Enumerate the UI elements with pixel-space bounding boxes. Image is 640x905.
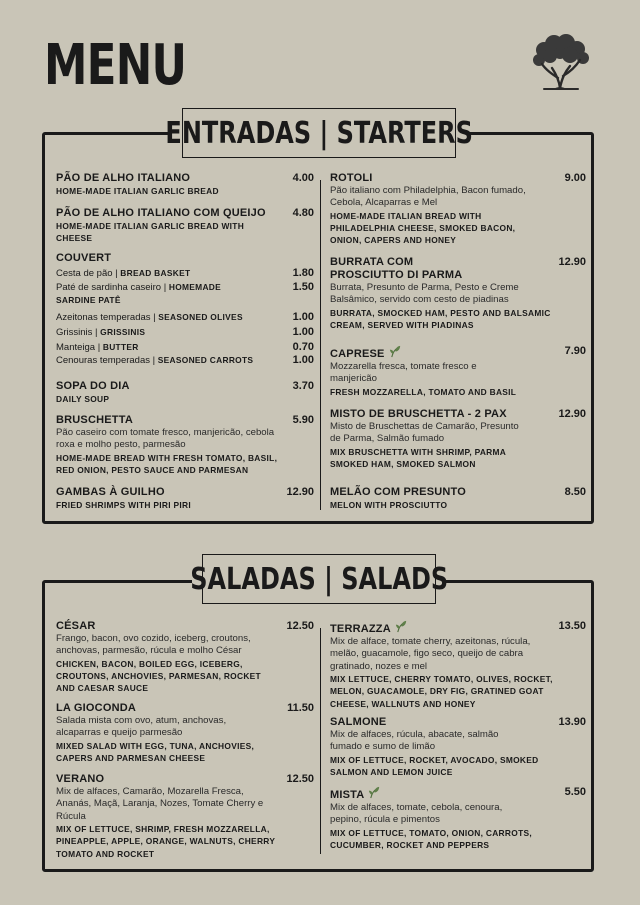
couvert-item-price: 1.50: [292, 281, 314, 293]
salads-divider: [320, 628, 321, 854]
item-name: GAMBAS À GUILHO: [56, 486, 165, 498]
menu-item: [56, 172, 314, 197]
item-name: ROTOLI: [330, 172, 373, 184]
item-name: SALMONE: [330, 716, 387, 728]
couvert-item-price: 1.80: [292, 267, 314, 279]
couvert-item-pt: Cenouras temperadas: [56, 355, 150, 366]
item-price: 9.00: [564, 172, 586, 184]
item-description-pt: Mix de alfaces, rúcula, abacate, salmão fumado e sumo de limão: [330, 729, 499, 753]
item-description-pt: Burrata, Presunto de Parma, Pesto e Creme Balsâmico, servido com cesto de piadinas: [330, 282, 519, 306]
starters-heading: [165, 108, 473, 158]
item-description-en: HOME-MADE BREAD WITH FRESH TOMATO, BASIL, RED ONION, PESTO SAUCE AND PARMESAN: [56, 452, 278, 476]
menu-item: [56, 620, 314, 694]
item-name: CAPRESE: [330, 348, 385, 360]
item-name: CÉSAR: [56, 620, 96, 632]
item-name: PÃO DE ALHO ITALIANO: [56, 172, 191, 184]
couvert-item-pt: Paté de sardinha caseiro: [56, 282, 162, 293]
couvert-item-price: 1.00: [292, 354, 314, 366]
item-name: MISTO DE BRUSCHETTA - 2 PAX: [330, 408, 507, 420]
couvert-section: [56, 252, 314, 367]
couvert-item-pt: Manteiga: [56, 342, 96, 353]
menu-item: [56, 486, 314, 511]
menu-title: MENU: [44, 33, 187, 98]
menu-item: [56, 207, 314, 244]
item-description-en: HOME-MADE ITALIAN GARLIC BREAD WITH CHEESE: [56, 221, 245, 244]
menu-item: [330, 716, 586, 778]
item-name: COUVERT: [56, 252, 112, 264]
item-description-en: FRESH MOZZARELLA, TOMATO AND BASIL: [330, 386, 517, 397]
leaf-icon: [368, 786, 381, 799]
couvert-item-en: SEASONED OLIVES: [158, 312, 243, 322]
item-description-en: MELON WITH PROSCIUTTO: [330, 500, 448, 510]
couvert-item-en: BREAD BASKET: [120, 268, 191, 278]
item-price: 12.90: [558, 256, 586, 268]
item-price: 4.80: [292, 207, 314, 219]
item-description-en: CHICKEN, BACON, BOILED EGG, ICEBERG, CROUTONS, ANCHOVIES, PARMESAN, ROCKET AND CAESAR SAUCE: [56, 658, 261, 694]
item-name: VERANO: [56, 773, 105, 785]
item-price: 12.90: [558, 408, 586, 420]
couvert-item-en: GRISSINIS: [100, 327, 146, 337]
couvert-item-en: BUTTER: [102, 342, 139, 352]
item-description-pt: Frango, bacon, ovo cozido, iceberg, croutons, anchovas, parmesão, rúcula e molho César: [56, 633, 251, 657]
menu-item: [330, 486, 586, 511]
salads-heading-text: SALADAS | SALADS: [190, 561, 448, 597]
couvert-item-price: 0.70: [292, 341, 314, 353]
leaf-icon: [389, 345, 402, 358]
item-name: MELÃO COM PRESUNTO: [330, 486, 467, 498]
item-description-en: MIXED SALAD WITH EGG, TUNA, ANCHOVIES, CAPERS AND PARMESAN CHEESE: [56, 740, 255, 764]
menu-item: [56, 414, 314, 476]
item-description-pt: Pão caseiro com tomate fresco, manjericão, cebola roxa e molho pesto, parmesão: [56, 427, 275, 451]
item-description-en: BURRATA, SMOCKED HAM, PESTO AND BALSAMIC CREAM, SERVED WITH PIADINAS: [330, 307, 551, 331]
item-name: BURRATA COM PROSCIUTTO DI PARMA: [330, 256, 463, 281]
item-description-en: FRIED SHRIMPS WITH PIRI PIRI: [56, 500, 191, 510]
couvert-item: Cenouras temperadas | SEASONED CARROTS 1.00: [56, 354, 314, 366]
item-name: PÃO DE ALHO ITALIANO COM QUEIJO: [56, 207, 266, 219]
item-description-pt: Mix de alface, tomate cherry, azeitonas, rúcula, melão, guacamole, figo seco, queijo de cabra gratinado, nozes e mel: [330, 636, 531, 672]
item-description-pt: Pão italiano com Philadelphia, Bacon fumado, Cebola, Alcaparras e Mel: [330, 185, 526, 209]
couvert-item-en: SEASONED CARROTS: [157, 355, 254, 365]
item-name: TERRAZZA: [330, 623, 391, 635]
item-description-en: HOME-MADE ITALIAN BREAD WITH PHILADELPHIA CHEESE, SMOKED BACON, ONION, CAPERS AND HONEY: [330, 210, 516, 246]
couvert-item-price: 1.00: [292, 326, 314, 338]
item-price: 13.50: [558, 620, 586, 632]
leaf-icon: [395, 620, 408, 633]
couvert-item: Azeitonas temperadas | SEASONED OLIVES 1.00: [56, 311, 314, 323]
item-description-en: MIX OF LETTUCE, ROCKET, AVOCADO, SMOKED SALMON AND LEMON JUICE: [330, 754, 539, 778]
item-description-en: MIX OF LETTUCE, SHRIMP, FRESH MOZZARELLA, PINEAPPLE, APPLE, ORANGE, WALNUTS, CHERRY TOMATO AND ROCKET: [56, 824, 276, 859]
olive-tree-icon: [530, 34, 590, 92]
couvert-item: Manteiga | BUTTER 0.70: [56, 341, 314, 353]
couvert-item-pt: Azeitonas temperadas: [56, 312, 151, 323]
item-name: BRUSCHETTA: [56, 414, 133, 426]
menu-item: [330, 408, 586, 470]
menu-item: [56, 702, 314, 764]
item-description-en: HOME-MADE ITALIAN GARLIC BREAD: [56, 186, 219, 196]
couvert-item-price: 1.00: [292, 311, 314, 323]
item-description-pt: Mix de alfaces, Camarão, Mozarella Fresca, Ananás, Maçã, Laranja, Nozes, Tomate Cherry e Rúcula: [56, 786, 264, 822]
item-description-en: MIX OF LETTUCE, TOMATO, ONION, CARROTS, CUCUMBER, ROCKET AND PEPPERS: [330, 827, 532, 851]
item-price: 3.70: [292, 380, 314, 392]
menu-item: [330, 620, 586, 710]
starters-heading-text: ENTRADAS | STARTERS: [165, 115, 473, 151]
menu-item: [330, 256, 586, 331]
item-name: MISTA: [330, 789, 365, 801]
item-price: 4.00: [292, 172, 314, 184]
menu-item: [330, 345, 586, 398]
couvert-item-pt: Grissinis: [56, 327, 93, 338]
item-price: 12.50: [286, 620, 314, 632]
item-name: LA GIOCONDA: [56, 702, 137, 714]
menu-item: [330, 172, 586, 246]
item-price: 12.90: [286, 486, 314, 498]
item-description-pt: Mozzarella fresca, tomate fresco e manjericão: [330, 361, 477, 385]
item-price: 7.90: [564, 345, 586, 357]
item-description-pt: Misto de Bruschettas de Camarão, Presunto de Parma, Salmão fumado: [330, 421, 519, 445]
item-description-en: DAILY SOUP: [56, 394, 110, 404]
item-price: 5.50: [564, 786, 586, 798]
menu-item: [56, 773, 314, 860]
item-description-en: MIX BRUSCHETTA WITH SHRIMP, PARMA SMOKED HAM, SMOKED SALMON: [330, 446, 506, 470]
couvert-item: Paté de sardinha caseiro | HOMEMADE SARDINE PATÊ 1.50: [56, 281, 314, 305]
item-price: 5.90: [292, 414, 314, 426]
item-price: 12.50: [286, 773, 314, 785]
salads-heading: [190, 554, 448, 604]
couvert-item-pt: Cesta de pão: [56, 268, 113, 279]
item-description-en: MIX LETTUCE, CHERRY TOMATO, OLIVES, ROCKET, MELON, GUACAMOLE, DRY FIG, GRATINED GOAT CHEESE, WALLNUTS AND HONEY: [330, 674, 553, 709]
menu-item: [56, 380, 314, 405]
item-price: 13.90: [558, 716, 586, 728]
couvert-item: Cesta de pão | BREAD BASKET 1.80: [56, 267, 314, 279]
starters-divider: [320, 180, 321, 510]
item-price: 8.50: [564, 486, 586, 498]
couvert-item: Grissinis | GRISSINIS 1.00: [56, 326, 314, 338]
item-name: SOPA DO DIA: [56, 380, 130, 392]
menu-item: [330, 786, 586, 851]
couvert-item-en: HOMEMADE SARDINE PATÊ: [56, 282, 222, 305]
item-price: 11.50: [287, 702, 314, 714]
item-description-pt: Salada mista com ovo, atum, anchovas, alcaparras e queijo parmesão: [56, 715, 227, 739]
item-description-pt: Mix de alfaces, tomate, cebola, cenoura, pepino, rúcula e pimentos: [330, 802, 503, 826]
